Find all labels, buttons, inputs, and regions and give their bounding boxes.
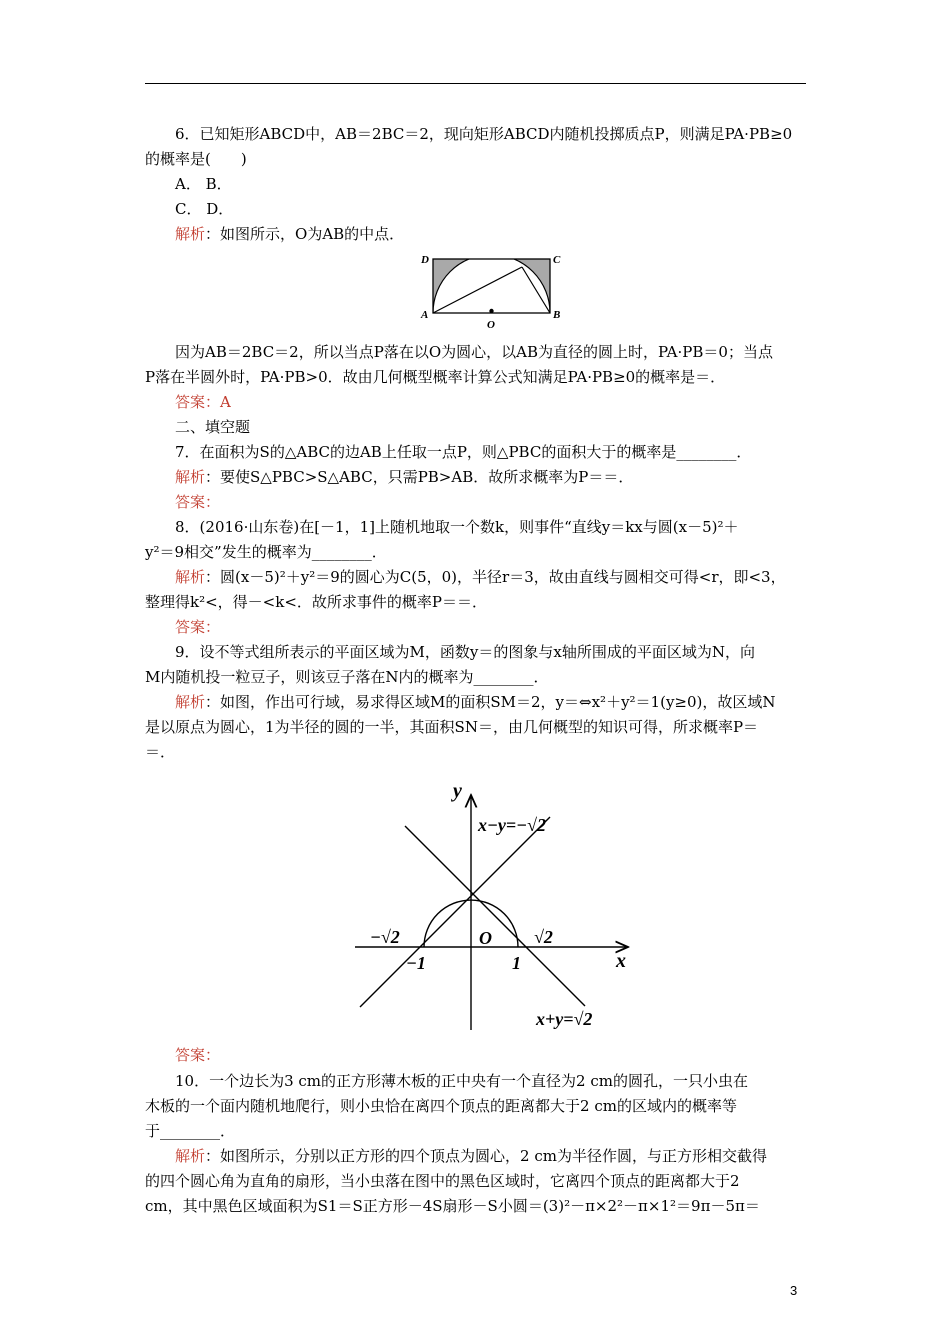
q6-line-1: 6．已知矩形ABCD中，AB＝2BC＝2，现向矩形ABCD内随机投掷质点P，则满足PA·PB≥0 <box>175 125 793 143</box>
x-axis-label: x <box>616 950 626 972</box>
one-label: 1 <box>512 953 521 973</box>
q10-analysis <box>175 1146 767 1166</box>
q8-answer: 答案： <box>175 618 221 636</box>
q7-answer: 答案： <box>175 493 221 511</box>
y-axis-label: y <box>453 780 462 802</box>
q6-answer: 答案：A <box>175 393 231 411</box>
q6-line-2: 的概率是( ) <box>145 150 247 168</box>
page-number: 3 <box>790 1283 798 1298</box>
analysis-label: 解析 <box>175 225 206 243</box>
line1-label: x−y=−√2 <box>478 815 546 835</box>
q6-option-cd: C． D． <box>175 200 234 218</box>
q9-line-2: M内随机投一粒豆子，则该豆子落在N内的概率为________． <box>145 668 549 686</box>
point-o <box>489 309 493 313</box>
q9-line-1: 9．设不等式组所表示的平面区域为M，函数y＝的图象与x轴所围成的平面区域为N，向 <box>175 643 755 661</box>
neg-one-label: −1 <box>406 953 426 973</box>
label-d: D <box>421 254 429 266</box>
q10-line-3: 于________． <box>145 1122 236 1140</box>
header-rule <box>145 83 806 84</box>
q9-analysis <box>175 692 776 712</box>
label-b: B <box>553 309 561 321</box>
analysis-label: 解析 <box>175 468 206 486</box>
analysis-label: 解析 <box>175 1147 206 1165</box>
q7-analysis <box>175 467 633 487</box>
q9-line-5: ＝． <box>145 743 176 761</box>
q6-line-f: 因为AB＝2BC＝2，所以当点P落在以O为圆心，以AB为直径的圆上时，PA·PB＝0；当点 <box>175 343 773 361</box>
q6-analysis <box>175 224 404 244</box>
q10-line-1: 10．一个边长为3 cm的正方形薄木板的正中央有一个直径为2 cm的圆孔，一只小虫在 <box>175 1072 748 1090</box>
q9-line-4: 是以原点为圆心，1为半径的圆的一半，其面积SN＝，由几何概型的知识可得，所求概率P＝ <box>145 718 759 736</box>
analysis-text: ：如图所示，O为AB的中点． <box>205 225 405 243</box>
label-o: O <box>487 319 495 330</box>
q6-option-ab: A． B． <box>175 175 232 193</box>
section-heading: 二、填空题 <box>175 418 251 436</box>
analysis-text: ：要使S△PBC>S△ABC，只需PB>AB．故所求概率为P＝＝． <box>205 468 634 486</box>
q9-answer: 答案： <box>175 1046 221 1064</box>
analysis-text: ：圆(x－5)²＋y²＝9的圆心为C(5，0)，半径r＝3，故由直线与圆相交可得<r，即<3， <box>205 568 786 586</box>
analysis-label: 解析 <box>175 568 206 586</box>
origin-label: O <box>479 928 492 948</box>
figure-coordinate-plane <box>350 775 640 1035</box>
q8-line-1: 8．(2016·山东卷)在[－1，1]上随机地取一个数k，则事件“直线y＝kx与圆(x－5)²＋ <box>175 518 739 536</box>
q8-line-2: y²＝9相交”发生的概率为________． <box>145 543 387 561</box>
analysis-text: ：如图所示，分别以正方形的四个顶点为圆心，2 cm为半径作圆，与正方形相交截得 <box>205 1147 767 1165</box>
q6-line-g: P落在半圆外时，PA·PB>0．故由几何概型概率计算公式知满足PA·PB≥0的概率是＝． <box>145 368 726 386</box>
analysis-label: 解析 <box>175 693 206 711</box>
line-x-minus-y <box>360 817 550 1007</box>
q10-line-6: cm，其中黑色区域面积为S1＝S正方形－4S扇形－S小圆＝(3)²－π×2²－π×1²＝9π－5π＝ <box>145 1197 760 1215</box>
figure-rectangle-semicircle <box>418 250 568 330</box>
label-a: A <box>421 309 429 321</box>
q10-line-5: 的四个圆心角为直角的扇形，当小虫落在图中的黑色区域时，它离四个顶点的距离都大于2 <box>145 1172 740 1190</box>
neg-sqrt2-label: −√2 <box>370 927 400 947</box>
q7-question: 7．在面积为S的△ABC的边AB上任取一点P，则△PBC的面积大于的概率是________． <box>175 443 752 461</box>
label-c: C <box>553 254 561 266</box>
line2-label: x+y=√2 <box>536 1009 593 1029</box>
line-x-plus-y <box>405 826 585 1006</box>
analysis-text: ：如图，作出可行域，易求得区域M的面积SM＝2，y＝⇔x²＋y²＝1(y≥0)，故区域N <box>205 693 776 711</box>
pos-sqrt2-label: √2 <box>534 927 553 947</box>
q8-analysis <box>175 567 786 587</box>
q10-line-2: 木板的一个面内随机地爬行，则小虫恰在离四个顶点的距离都大于2 cm的区域内的概率等 <box>145 1097 737 1115</box>
q8-line-4: 整理得k²<，得－<k<．故所求事件的概率P＝＝． <box>145 593 487 611</box>
